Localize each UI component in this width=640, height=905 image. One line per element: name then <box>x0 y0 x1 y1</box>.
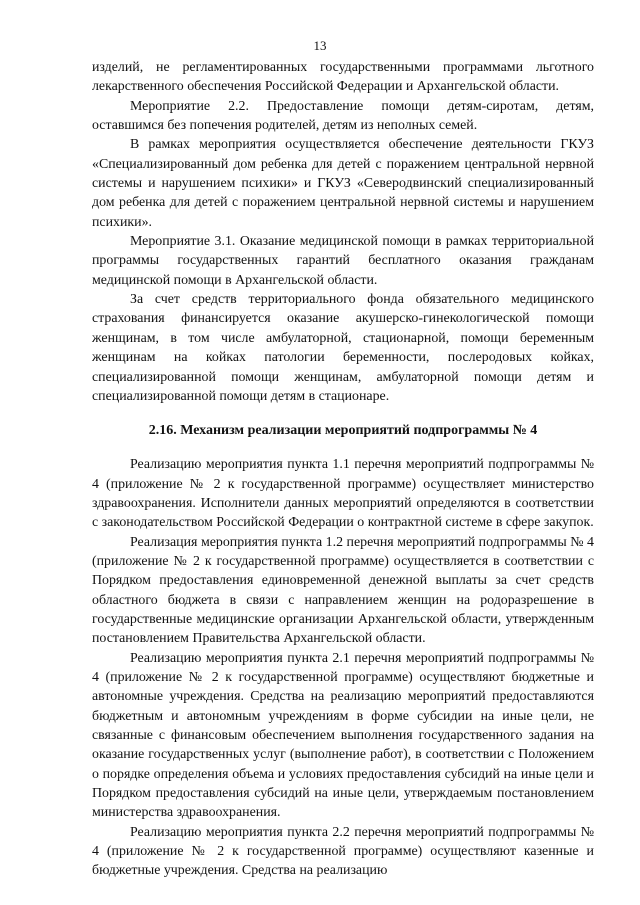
paragraph: Реализацию мероприятия пункта 2.1 перечня мероприятий подпрограммы № 4 (приложение № 2 к государственной программе) осуществляют бюджетные и автономные учреждения. Средства на реализацию мероприятий предоставляются бюджетным и автономным учреждениям в форме субсидии на иные цели, не связанные с финансовым обеспечением выполнения государственного задания на оказание государственных услуг (выполнение работ), в соответствии с Положением о порядке определения объема и условиях предоставления субсидий на иные цели и Порядком предоставления субсидий на иные цели, утверждаемым постановлением министерства здравоохранения. <box>92 650 594 821</box>
paragraph: Реализацию мероприятия пункта 1.1 перечня мероприятий подпрограммы № 4 (приложение № 2 к государственной программе) осуществляет министерство здравоохранения. Исполнители данных мероприятий определяются в соответствии с законодательством Российской Федерации о контрактной системе в сфере закупок. <box>92 457 594 531</box>
document-body <box>92 58 594 881</box>
paragraph-continued: изделий, не регламентированных государственными программами льготного лекарственного обеспечения Российской Федерации и Архангельской области. <box>92 60 594 95</box>
paragraph: В рамках мероприятия осуществляется обеспечение деятельности ГКУЗ «Специализированный дом ребенка для детей с поражением центральной нервной системы и нарушением психики» и ГКУЗ «Северодвинский специализированный дом ребенка для детей с поражением центральной нервной системы и нарушением психики». <box>92 137 594 230</box>
paragraph: Реализация мероприятия пункта 1.2 перечня мероприятий подпрограммы № 4 (приложение № 2 к государственной программе) осуществляется в соответствии с Порядком предоставления единовременной денежной выплаты за счет средств областного бюджета в связи с направлением женщин на родоразрешение в государственные медицинские организации Архангельской области, утвержденным постановлением Правительства Архангельской области. <box>92 534 594 647</box>
paragraph: Мероприятие 3.1. Оказание медицинской помощи в рамках территориальной программы государственных гарантий бесплатного оказания гражданам медицинской помощи в Архангельской области. <box>92 234 594 288</box>
page-number: 13 <box>313 38 327 53</box>
paragraph: Реализацию мероприятия пункта 2.2 перечня мероприятий подпрограммы № 4 (приложение № 2 к государственной программе) осуществляют казенные и бюджетные учреждения. Средства на реализацию <box>92 824 594 879</box>
paragraph: За счет средств территориального фонда обязательного медицинского страхования финансируется оказание акушерско-гинекологической помощи женщинам, в том числе амбулаторной, стационарной, помощи беременным женщинам на койках патологии беременности, послеродовых койках, специализированной помощи женщинам, амбулаторной помощи детям и специализированной помощи детям в стационаре. <box>92 292 594 404</box>
paragraph: Мероприятие 2.2. Предоставление помощи детям-сиротам, детям, оставшимся без попечения родителей, детям из неполных семей. <box>92 98 594 134</box>
section-heading: 2.16. Механизм реализации мероприятий подпрограммы № 4 <box>148 423 538 439</box>
